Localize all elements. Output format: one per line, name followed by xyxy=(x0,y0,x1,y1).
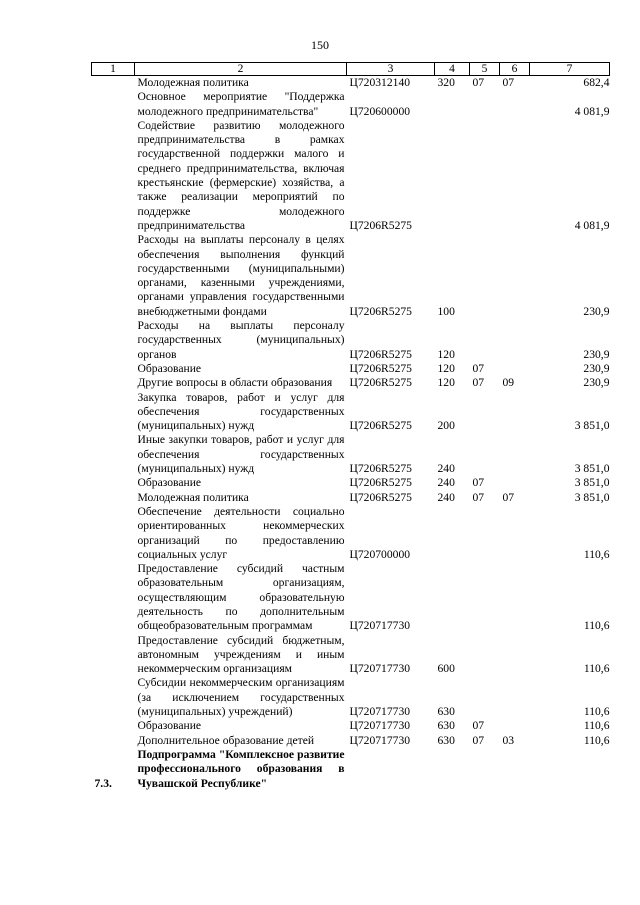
row-name: Образование xyxy=(137,361,202,375)
row-name: Закупка товаров, работ и услуг для обеспечения государственных (муниципальных) нужд xyxy=(137,390,345,433)
table-row xyxy=(92,491,610,505)
row-amount: 3 851,0 xyxy=(574,490,610,504)
table-row xyxy=(92,391,610,434)
row-amount: 4 081,9 xyxy=(574,104,610,118)
column-header-5: 5 xyxy=(470,63,500,76)
row-amount: 4 081,9 xyxy=(574,218,610,232)
row-amount: 110,6 xyxy=(583,547,610,561)
row-name: Предоставление субсидий бюджетным, автономным учреждениям и иным некоммерческим организациям xyxy=(137,633,345,676)
row-section: 07 xyxy=(472,361,485,375)
row-expense-type: 240 xyxy=(437,476,455,490)
row-amount: 110,6 xyxy=(583,662,610,676)
row-subsection: 07 xyxy=(502,76,515,89)
row-expense-type: 240 xyxy=(437,490,455,504)
row-amount: 230,9 xyxy=(583,347,610,361)
row-code: Ц7206R5275 xyxy=(349,476,412,490)
row-name: Другие вопросы в области образования xyxy=(137,376,333,390)
row-name: Подпрограмма "Комплексное развитие профессионального образования в Чувашской Республике" xyxy=(137,747,345,790)
row-number xyxy=(92,491,135,505)
row-code: Ц7206R5275 xyxy=(349,361,412,375)
row-amount: 682,4 xyxy=(583,76,610,89)
row-subsection xyxy=(500,391,530,434)
row-number xyxy=(92,505,135,562)
row-expense-type: 630 xyxy=(437,719,455,733)
row-subsection xyxy=(500,90,530,119)
row-amount: 3 851,0 xyxy=(574,462,610,476)
row-code: Ц720717730 xyxy=(349,719,411,733)
row-code: Ц7206R5275 xyxy=(349,376,412,390)
row-code: Ц720600000 xyxy=(349,104,411,118)
row-number xyxy=(92,119,135,233)
table-row xyxy=(92,119,610,233)
row-subsection xyxy=(500,233,530,319)
row-number xyxy=(92,76,135,91)
table-row xyxy=(92,76,610,91)
row-amount: 110,6 xyxy=(583,719,610,733)
table-row xyxy=(92,362,610,376)
row-section: 07 xyxy=(472,376,485,390)
row-section xyxy=(470,634,500,677)
table-body xyxy=(92,76,610,791)
section-row xyxy=(92,748,610,791)
row-subsection xyxy=(500,476,530,490)
column-header-7: 7 xyxy=(530,63,610,76)
row-amount: 3 851,0 xyxy=(574,419,610,433)
row-section xyxy=(470,319,500,362)
row-amount: 3 851,0 xyxy=(574,476,610,490)
table-row xyxy=(92,719,610,733)
row-section xyxy=(470,676,500,719)
row-expense-type: 320 xyxy=(437,76,455,89)
column-header-3: 3 xyxy=(347,63,435,76)
table-row xyxy=(92,634,610,677)
table-row xyxy=(92,476,610,490)
row-section: 07 xyxy=(472,733,485,747)
row-section xyxy=(470,119,500,233)
row-subsection: 09 xyxy=(502,376,515,390)
column-header-1: 1 xyxy=(92,63,135,76)
row-subsection xyxy=(500,362,530,376)
row-subsection xyxy=(500,562,530,633)
row-code: Ц720700000 xyxy=(349,547,411,561)
row-number xyxy=(92,719,135,733)
row-code: Ц7206R5275 xyxy=(349,218,412,232)
row-subsection: 07 xyxy=(502,490,515,504)
row-name: Дополнительное образование детей xyxy=(137,733,315,747)
row-subsection xyxy=(500,634,530,677)
row-expense-type: 100 xyxy=(437,304,455,318)
row-name: Образование xyxy=(137,476,202,490)
row-section xyxy=(470,748,500,791)
row-expense-type xyxy=(435,119,470,233)
row-number xyxy=(92,476,135,490)
row-expense-type: 630 xyxy=(437,705,455,719)
row-name: Молодежная политика xyxy=(137,490,249,504)
row-amount: 110,6 xyxy=(583,619,610,633)
table-row xyxy=(92,319,610,362)
row-section xyxy=(470,233,500,319)
row-expense-type: 120 xyxy=(437,347,455,361)
row-name: Молодежная политика xyxy=(137,76,249,89)
row-name: Расходы на выплаты персоналу государственных (муниципальных) органов xyxy=(137,319,345,361)
row-expense-type: 600 xyxy=(437,662,455,676)
row-expense-type xyxy=(435,505,470,562)
table-row xyxy=(92,505,610,562)
row-code: Ц720717730 xyxy=(349,662,411,676)
row-name: Предоставление субсидий частным образовательным организациям, осуществляющим образовательную деятельность по дополнительным общеобразовательным программам xyxy=(137,562,345,633)
row-amount: 230,9 xyxy=(583,304,610,318)
row-expense-type xyxy=(435,562,470,633)
row-amount: 230,9 xyxy=(583,361,610,375)
column-header-4: 4 xyxy=(435,63,470,76)
row-section xyxy=(470,562,500,633)
row-number xyxy=(92,376,135,390)
row-name: Образование xyxy=(137,719,202,733)
row-subsection xyxy=(500,119,530,233)
row-number xyxy=(92,319,135,362)
row-section: 07 xyxy=(472,719,485,733)
row-expense-type: 120 xyxy=(437,376,455,390)
row-section: 07 xyxy=(472,476,485,490)
table-row xyxy=(92,562,610,633)
row-name: Субсидии некоммерческим организациям (за исключением государственных (муниципальных) учреждений) xyxy=(137,676,345,719)
row-name: Иные закупки товаров, работ и услуг для обеспечения государственных (муниципальных) нужд xyxy=(137,433,345,476)
row-code: Ц720717730 xyxy=(349,619,411,633)
row-expense-type xyxy=(435,90,470,119)
row-subsection xyxy=(500,319,530,362)
row-subsection xyxy=(500,676,530,719)
row-section: 07 xyxy=(472,76,485,89)
row-section xyxy=(470,391,500,434)
row-amount: 230,9 xyxy=(583,376,610,390)
column-header-2: 2 xyxy=(135,63,347,76)
column-header-6: 6 xyxy=(500,63,530,76)
row-subsection xyxy=(500,433,530,476)
row-amount xyxy=(530,748,610,791)
row-section xyxy=(470,505,500,562)
row-code: Ц720717730 xyxy=(349,733,411,747)
page-number: 150 xyxy=(311,38,329,52)
row-number xyxy=(92,676,135,719)
row-number xyxy=(92,734,135,748)
row-code: Ц7206R5275 xyxy=(349,304,412,318)
row-subsection xyxy=(500,748,530,791)
row-number xyxy=(92,562,135,633)
row-section: 07 xyxy=(472,490,485,504)
row-number xyxy=(92,362,135,376)
row-name: Основное мероприятие "Поддержка молодежного предпринимательства" xyxy=(137,90,345,118)
row-number: 7.3. xyxy=(94,776,112,790)
row-code: Ц7206R5275 xyxy=(349,490,412,504)
row-number xyxy=(92,634,135,677)
row-name: Обеспечение деятельности социально ориентированных некоммерческих организаций по предоставлению социальных услуг xyxy=(137,504,345,561)
row-code: Ц7206R5275 xyxy=(349,347,412,361)
row-number xyxy=(92,391,135,434)
row-amount: 110,6 xyxy=(583,705,610,719)
row-section xyxy=(470,433,500,476)
row-code xyxy=(347,748,435,791)
row-expense-type: 630 xyxy=(437,733,455,747)
row-number xyxy=(92,433,135,476)
table-row xyxy=(92,734,610,748)
table-row xyxy=(92,433,610,476)
row-subsection xyxy=(500,719,530,733)
row-expense-type: 200 xyxy=(437,419,455,433)
row-code: Ц7206R5275 xyxy=(349,419,412,433)
row-expense-type: 120 xyxy=(437,361,455,375)
row-subsection xyxy=(500,505,530,562)
row-section xyxy=(470,90,500,119)
row-code: Ц720312140 xyxy=(349,76,411,89)
row-number xyxy=(92,90,135,119)
row-number xyxy=(92,233,135,319)
row-code: Ц720717730 xyxy=(349,705,411,719)
table-row xyxy=(92,233,610,319)
row-expense-type: 240 xyxy=(437,462,455,476)
row-name: Расходы на выплаты персоналу в целях обеспечения выполнения функций государственными (муниципальными) органами, казенными учреждениями, органами управления государственными внебюджетными фондами xyxy=(137,233,345,318)
table-row xyxy=(92,676,610,719)
row-expense-type xyxy=(435,748,470,791)
budget-table xyxy=(91,62,610,791)
row-name: Содействие развитию молодежного предпринимательства в рамках государственной поддержки малого и среднего предпринимательства, включая крестьянские (фермерские) хозяйства, а также реализации мероприятий по поддержке молодежного предпринимательства xyxy=(137,118,345,232)
row-code: Ц7206R5275 xyxy=(349,462,412,476)
table-row xyxy=(92,90,610,119)
table-row xyxy=(92,376,610,390)
row-subsection: 03 xyxy=(502,733,515,747)
table-header-row xyxy=(92,63,610,76)
row-amount: 110,6 xyxy=(583,733,610,747)
